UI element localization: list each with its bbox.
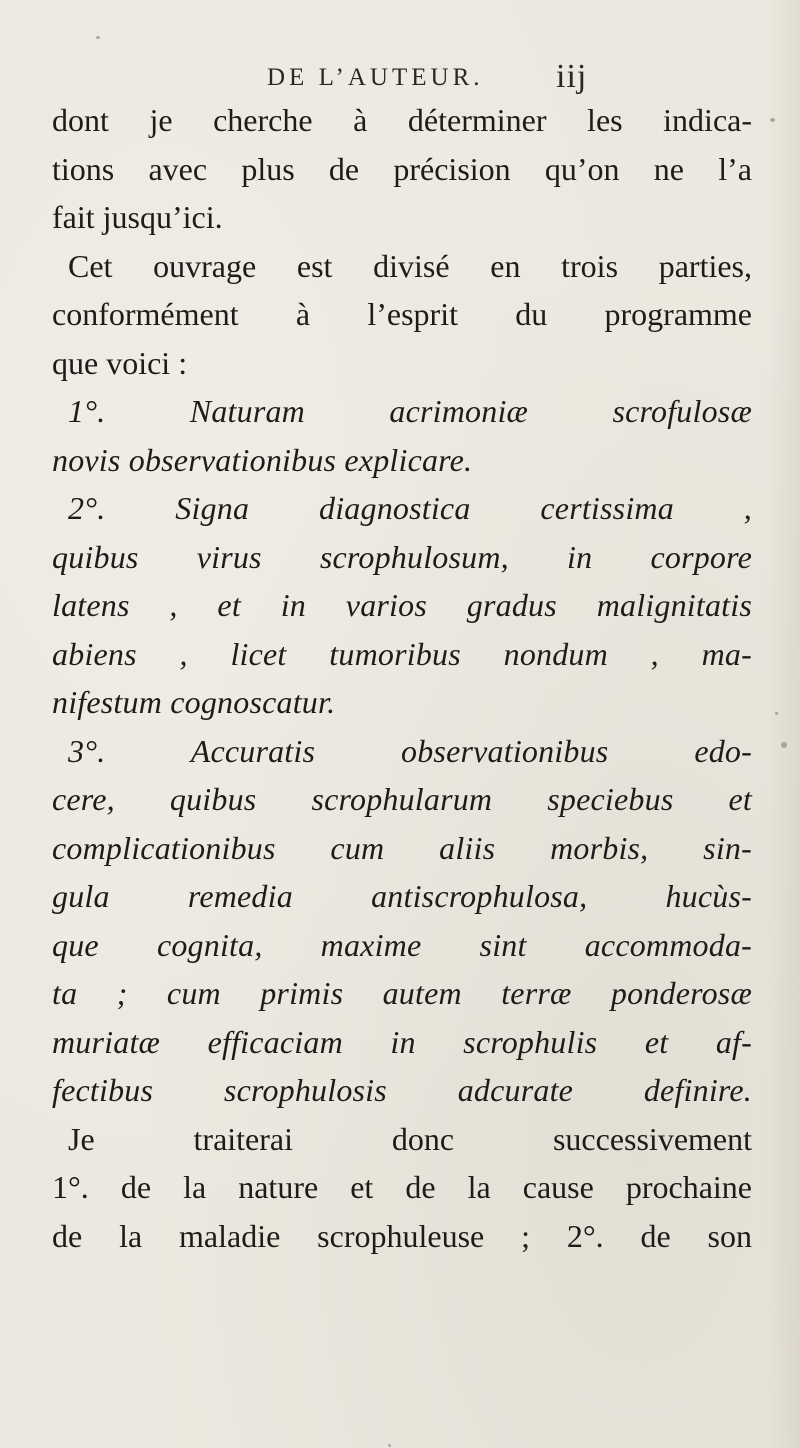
latin-line: fectibus scrophulosis adcurate definire. [52, 1072, 752, 1108]
text-line: dont je cherche à déterminer les indica- [52, 102, 752, 138]
latin-line: 2°. Signa diagnostica certissima , [68, 490, 752, 526]
paper-speck [781, 742, 787, 748]
text-line: conformément à l’esprit du programme [52, 296, 752, 332]
body-text [52, 96, 752, 1260]
text-line: fait jusqu’ici. [52, 199, 223, 235]
paper-speck [770, 118, 775, 122]
latin-line: ta ; cum primis autem terræ ponderosæ [52, 975, 752, 1011]
latin-line: abiens , licet tumoribus nondum , ma- [52, 635, 752, 672]
page-edge-shadow [766, 0, 800, 1448]
text-line: Cet ouvrage est divisé en trois parties, [68, 247, 752, 284]
paper-speck [96, 36, 100, 39]
latin-line: muriatæ efficaciam in scrophulis et af- [52, 1023, 752, 1060]
text-line: tions avec plus de précision qu’on ne l’a [52, 150, 752, 187]
page-number: iij [556, 58, 588, 95]
latin-line: quibus virus scrophulosum, in corpore [52, 538, 752, 575]
latin-line: 3°. Accuratis observationibus edo- [68, 732, 752, 769]
paper-speck [775, 712, 778, 715]
text-line: 1°. de la nature et de la cause prochaine [52, 1169, 752, 1205]
latin-line: complicationibus cum aliis morbis, sin- [52, 829, 752, 866]
latin-line: cere, quibus scrophularum speciebus et [52, 781, 752, 817]
page-header [0, 58, 800, 98]
latin-line: novis observationibus explicare. [52, 441, 473, 478]
latin-line: nifestum cognoscatur. [52, 684, 336, 720]
text-line: Je traiterai donc successivement [68, 1120, 752, 1157]
running-head: DE L’AUTEUR. [267, 64, 484, 91]
latin-line: 1°. Naturam acrimoniæ scrofulosæ [68, 393, 752, 429]
latin-line: gula remedia antiscrophulosa, hucùs- [52, 878, 752, 914]
text-line: de la maladie scrophuleuse ; 2°. de son [52, 1217, 752, 1254]
paper-speck [388, 1444, 391, 1447]
latin-line: latens , et in varios gradus malignitatis [52, 587, 752, 623]
latin-line: que cognita, maxime sint accommoda- [52, 926, 752, 963]
text-line: que voici : [52, 344, 188, 381]
